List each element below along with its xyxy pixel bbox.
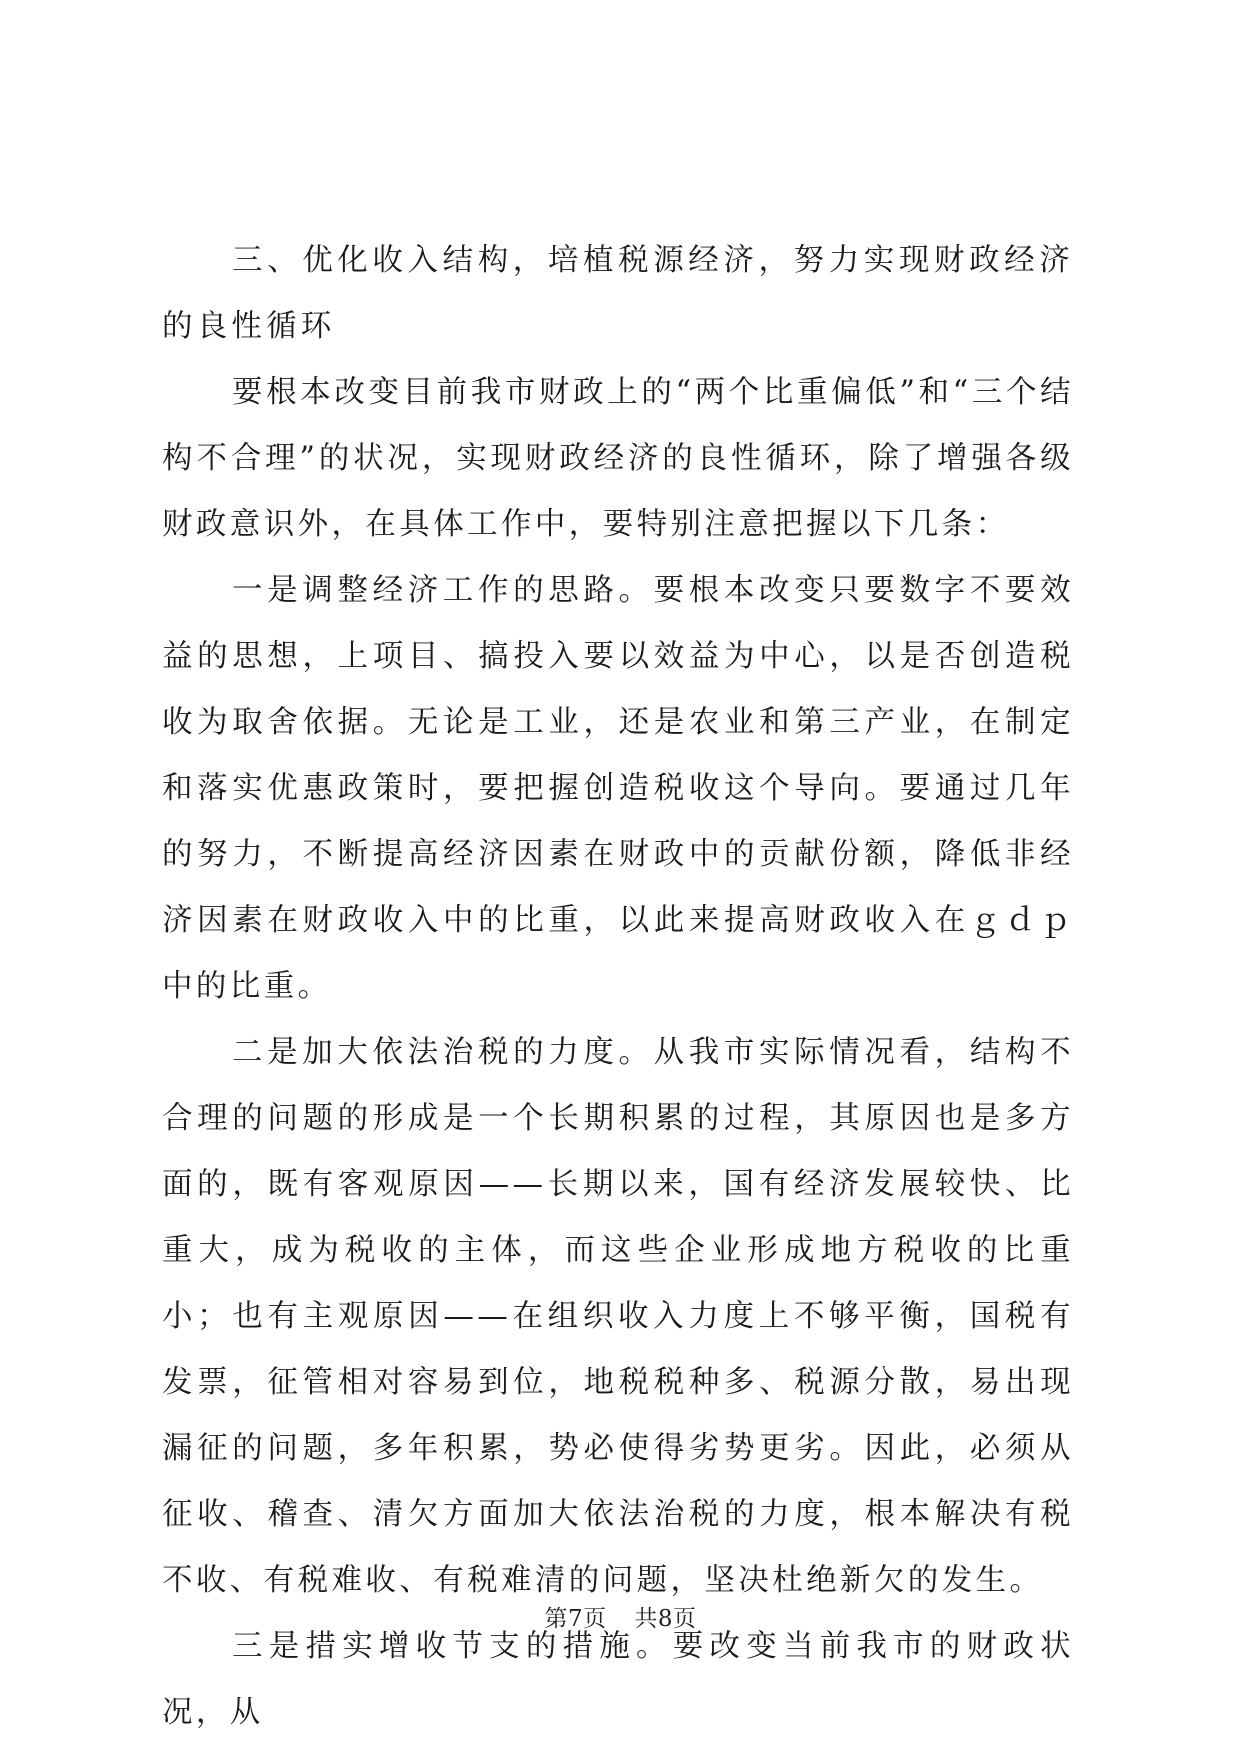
page-total: 共8页 [634,1606,697,1632]
page-number: 第7页 [544,1606,607,1632]
paragraph-point-one: 一是调整经济工作的思路。要根本改变只要数字不要效益的思想，上项目、搞投入要以效益为中心，以是否创造税收为取舍依据。无论是工业，还是农业和第三产业，在制定和落实优惠政策时，要把握创造税收这个导向。要通过几年的努力，不断提高经济因素在财政中的贡献份额，降低非经济因素在财政收入中的比重，以此来提高财政收入在ｇｄｐ中的比重。 [162,573,1074,1004]
section-heading: 三、优化收入结构，培植税源经济，努力实现财政经济的良性循环 [162,243,1074,344]
paragraph-intro: 要根本改变目前我市财政上的“两个比重偏低”和“三个结构不合理”的状况，实现财政经济的良性循环，除了增强各级财政意识外，在具体工作中，要特别注意把握以下几条： [162,375,1074,542]
page-footer [0,1604,1241,1634]
paragraph-point-three: 三是措实增收节支的措施。要改变当前我市的财政状况，从 [162,1629,1074,1730]
document-body [162,228,1074,1746]
paragraph-point-two: 二是加大依法治税的力度。从我市实际情况看，结构不合理的问题的形成是一个长期积累的过程，其原因也是多方面的，既有客观原因——长期以来，国有经济发展较快、比重大，成为税收的主体，而这些企业形成地方税收的比重小；也有主观原因——在组织收入力度上不够平衡，国税有发票，征管相对容易到位，地税税种多、税源分散，易出现漏征的问题，多年积累，势必使得劣势更劣。因此，必须从征收、稽查、清欠方面加大依法治税的力度，根本解决有税不收、有税难收、有税难清的问题，坚决杜绝新欠的发生。 [162,1035,1074,1598]
